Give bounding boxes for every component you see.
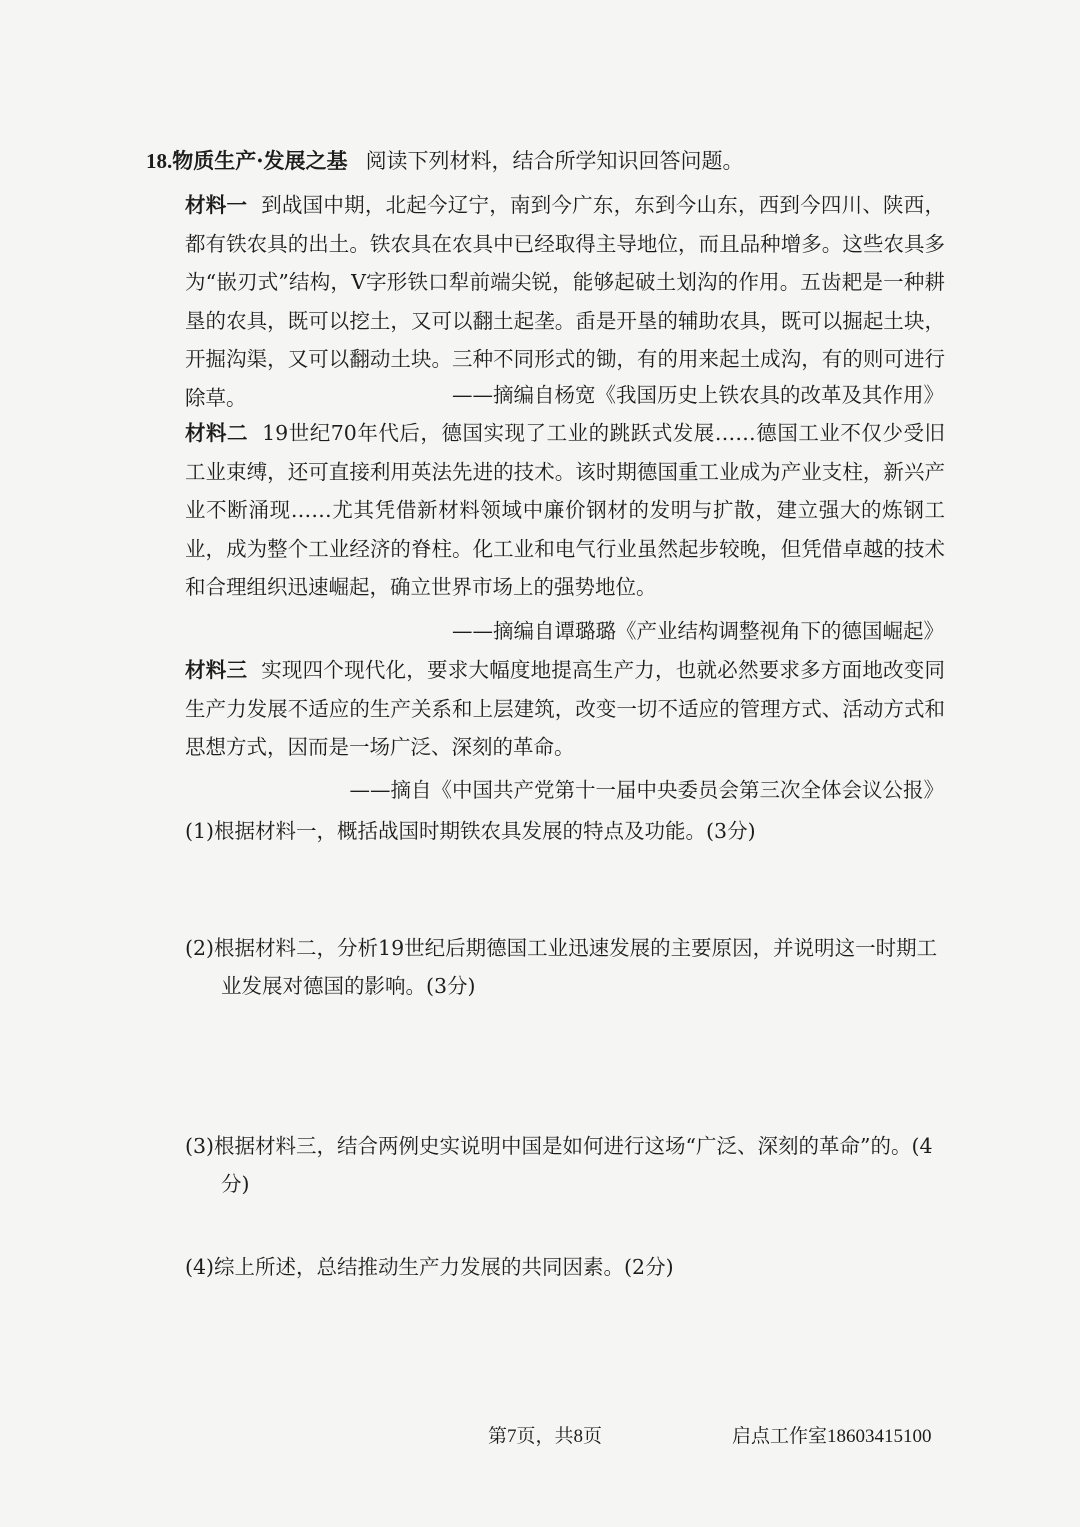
- question-instruction: 阅读下列材料，结合所学知识回答问题。: [365, 149, 744, 173]
- material-label: 材料一: [185, 193, 248, 217]
- material-2-source: ——摘编自谭璐璐《产业结构调整视角下的德国崛起》: [452, 619, 944, 643]
- material-2: [185, 414, 945, 607]
- subquestion-text: (1)根据材料一，概括战国时期铁农具发展的特点及功能。(3分): [185, 819, 756, 843]
- material-label: 材料二: [185, 421, 249, 445]
- subquestion-text: (4)综上所述，总结推动生产力发展的共同因素。(2分): [185, 1255, 674, 1279]
- subquestion-3: [185, 1127, 945, 1203]
- page-number: 第7页，共8页: [488, 1426, 603, 1447]
- question-header: [146, 146, 976, 176]
- material-text: 19世纪70年代后，德国实现了工业的跳跃式发展……德国工业不仅少受旧工业束缚，还可直接利用英法先进的技术。该时期德国重工业成为产业支柱，新兴产业不断涌现……尤其凭借新材料领域中廉价钢材的发明与扩散，建立强大的炼钢工业，成为整个工业经济的脊柱。化工业和电气行业虽然起步较晚，但凭借卓越的技术和合理组织迅速崛起，确立世界市场上的强势地位。: [185, 421, 946, 599]
- subquestion-text: (3)根据材料三，结合两例史实说明中国是如何进行这场“广泛、深刻的革命”的。(4分): [185, 1134, 933, 1196]
- material-3: [185, 651, 945, 767]
- question-number: 18.: [146, 149, 173, 173]
- subquestion-1: [185, 812, 945, 850]
- material-text: 实现四个现代化，要求大幅度地提高生产力，也就必然要求多方面地改变同生产力发展不适应的生产关系和上层建筑，改变一切不适应的管理方式、活动方式和思想方式，因而是一场广泛、深刻的革命。: [185, 658, 945, 759]
- material-text: 到战国中期，北起今辽宁，南到今广东，东到今山东，西到今四川、陕西，都有铁农具的出土。铁农具在农具中已经取得主导地位，而且品种增多。这些农具多为“嵌刃式”结构，V字形铁口犁前端尖锐，能够起破土划沟的作用。五齿耙是一种耕垦的农具，既可以挖土，又可以翻土起垄。臿是开垦的辅助农具，既可以掘起土块，开掘沟渠，又可以翻动土块。三种不同形式的锄，有的用来起土成沟，有的则可进行除草。: [185, 193, 945, 410]
- material-label: 材料三: [185, 658, 248, 682]
- subquestion-2: [185, 929, 945, 1005]
- material-1-source: ——摘编自杨宽《我国历史上铁农具的改革及其作用》: [452, 383, 944, 407]
- studio-contact: 启点工作室18603415100: [732, 1426, 932, 1447]
- subquestion-4: [185, 1248, 945, 1286]
- subquestion-text: (2)根据材料二，分析19世纪后期德国工业迅速发展的主要原因，并说明这一时期工业发展对德国的影响。(3分): [185, 936, 938, 998]
- question-topic: 物质生产·发展之基: [172, 148, 348, 173]
- material-3-source: ——摘自《中国共产党第十一届中央委员会第三次全体会议公报》: [349, 778, 944, 802]
